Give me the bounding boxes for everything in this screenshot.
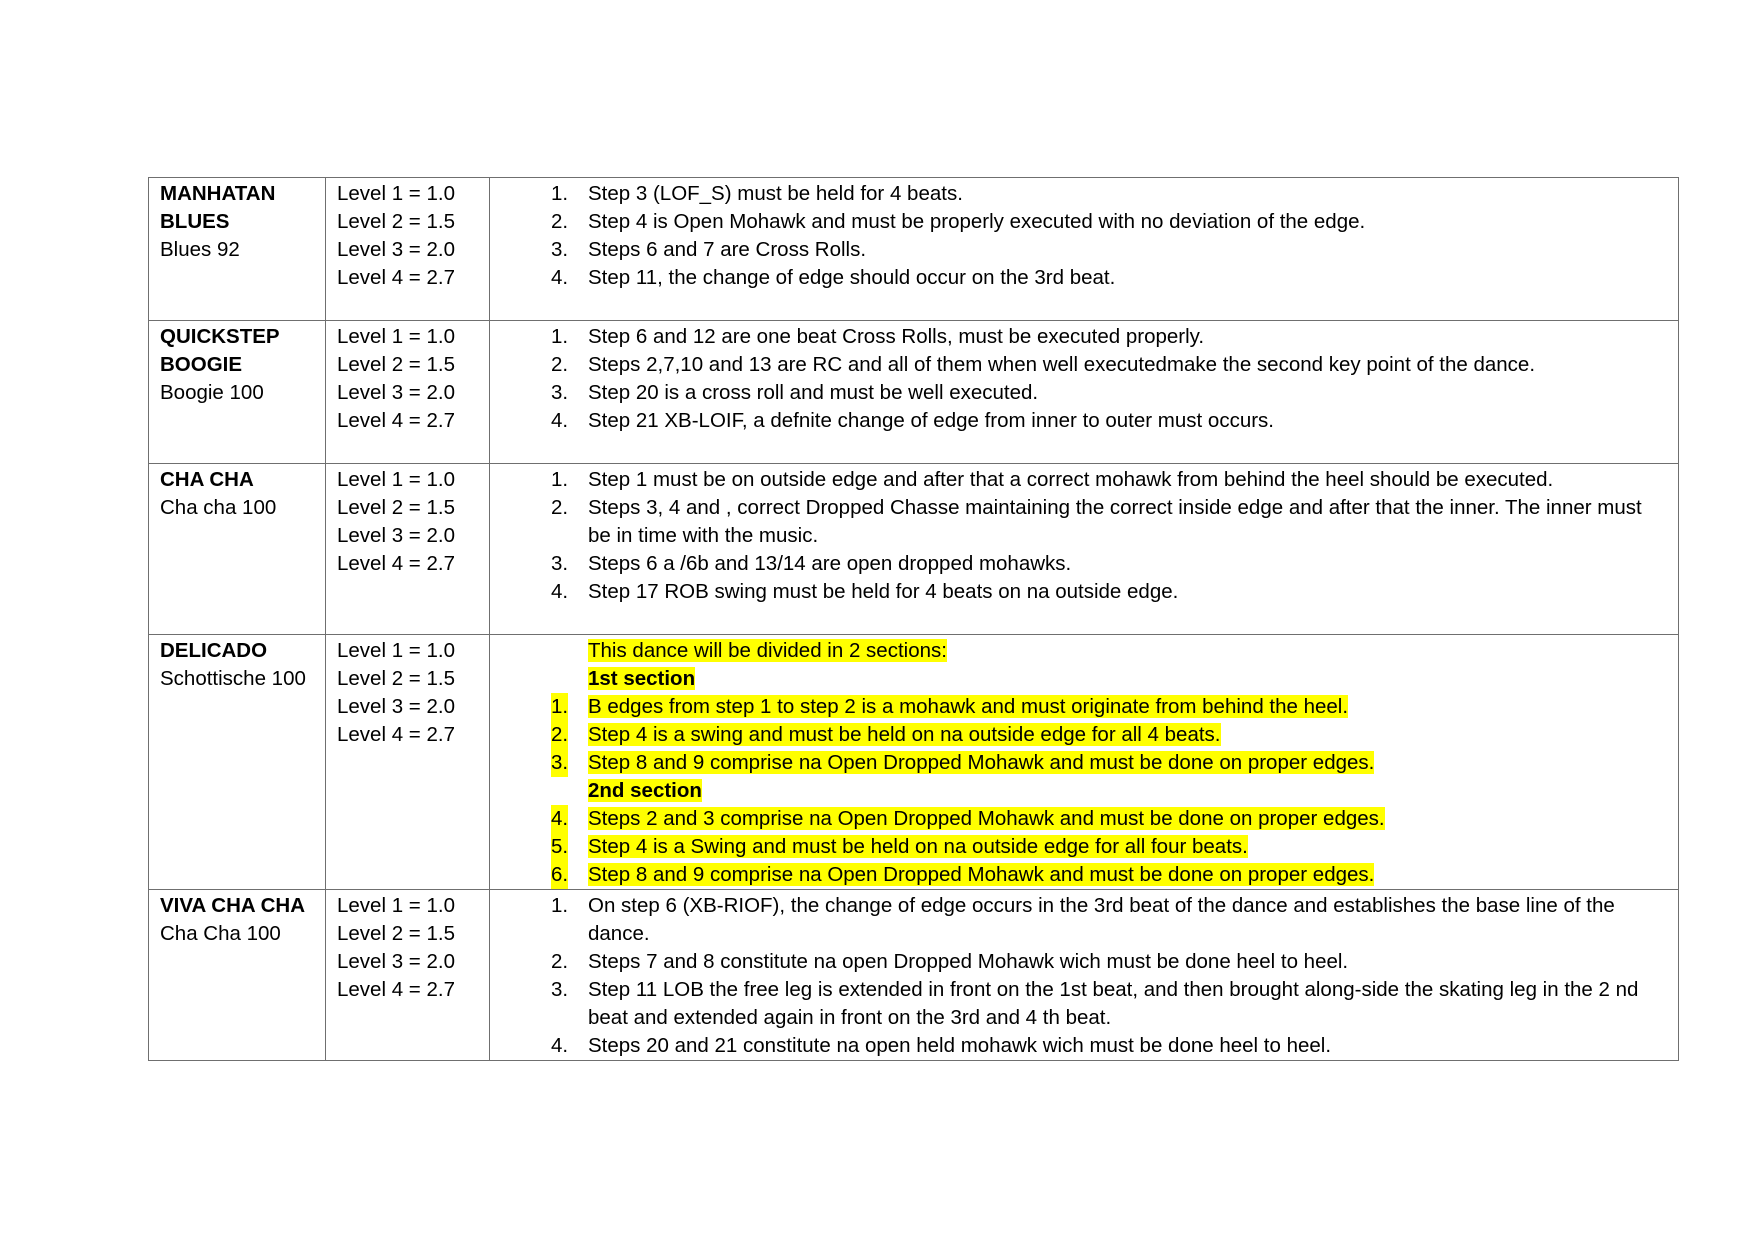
item-text: Steps 7 and 8 constitute na open Dropped Mohawk wich must be done heel to heel. — [588, 950, 1349, 973]
levels-cell — [326, 178, 490, 321]
dance-title: QUICKSTEP — [160, 325, 280, 348]
item-number: 1. — [551, 894, 569, 917]
dance-title: BLUES — [160, 210, 230, 233]
item-number: 1. — [551, 468, 569, 491]
list-item — [501, 1032, 1668, 1060]
level-line: Level 1 = 1.0 — [337, 894, 455, 917]
item-number: 5. — [551, 833, 568, 861]
item-text: Step 4 is a Swing and must be held on na outside edge for all four beats. — [588, 835, 1248, 858]
dance-title: CHA CHA — [160, 468, 254, 491]
item-text: Step 4 is Open Mohawk and must be properly executed with no deviation of the edge. — [588, 210, 1366, 233]
level-line: Level 3 = 2.0 — [337, 695, 455, 718]
section-heading: 1st section — [588, 667, 696, 690]
list-item — [501, 721, 1668, 749]
item-number: 4. — [551, 1034, 569, 1057]
item-text: Step 11, the change of edge should occur on the 3rd beat. — [588, 266, 1116, 289]
levels-cell — [326, 635, 490, 890]
level-line: Level 2 = 1.5 — [337, 353, 455, 376]
item-number: 3. — [551, 749, 568, 777]
dance-subtitle: Schottische 100 — [160, 667, 306, 690]
dance-title: VIVA CHA CHA — [160, 894, 306, 917]
key-points-list — [501, 323, 1668, 435]
list-item — [501, 948, 1668, 976]
dance-name-cell — [149, 321, 326, 464]
dance-subtitle: Boogie 100 — [160, 381, 264, 404]
section-intro-line — [501, 637, 1668, 665]
list-item — [501, 578, 1668, 606]
item-text: Steps 6 a /6b and 13/14 are open dropped mohawks. — [588, 552, 1072, 575]
dance-title: BOOGIE — [160, 353, 243, 376]
key-points-list — [501, 466, 1668, 606]
list-item — [501, 693, 1668, 721]
item-number: 3. — [551, 238, 569, 261]
list-item — [501, 805, 1668, 833]
item-text: Step 17 ROB swing must be held for 4 beats on na outside edge. — [588, 580, 1179, 603]
key-points-cell — [490, 464, 1679, 635]
level-line: Level 4 = 2.7 — [337, 723, 455, 746]
item-number: 4. — [551, 805, 568, 833]
item-number: 4. — [551, 266, 569, 289]
table-row — [149, 635, 1679, 890]
list-item — [501, 264, 1668, 292]
item-text: Steps 3, 4 and , correct Dropped Chasse maintaining the correct inside edge and after that the inner. The inner must be in time with the music. — [588, 496, 1642, 547]
item-text: Steps 6 and 7 are Cross Rolls. — [588, 238, 867, 261]
level-line: Level 3 = 2.0 — [337, 524, 455, 547]
level-line: Level 3 = 2.0 — [337, 238, 455, 261]
item-number: 6. — [551, 861, 568, 889]
item-number: 3. — [551, 552, 569, 575]
list-item — [501, 892, 1668, 948]
level-line: Level 2 = 1.5 — [337, 922, 455, 945]
item-number: 2. — [551, 353, 569, 376]
item-text: B edges from step 1 to step 2 is a mohawk and must originate from behind the heel. — [588, 695, 1349, 718]
list-item — [501, 323, 1668, 351]
key-points-cell — [490, 635, 1679, 890]
item-number: 2. — [551, 721, 568, 749]
levels-cell — [326, 464, 490, 635]
item-number: 4. — [551, 409, 569, 432]
dance-subtitle: Cha Cha 100 — [160, 922, 281, 945]
table-row — [149, 321, 1679, 464]
key-points-list — [501, 693, 1668, 777]
list-item — [501, 833, 1668, 861]
item-text: Steps 2 and 3 comprise na Open Dropped Mohawk and must be done on proper edges. — [588, 807, 1385, 830]
level-line: Level 3 = 2.0 — [337, 381, 455, 404]
table-row — [149, 178, 1679, 321]
level-line: Level 3 = 2.0 — [337, 950, 455, 973]
section-intro: This dance will be divided in 2 sections: — [588, 639, 947, 662]
list-item — [501, 379, 1668, 407]
item-number: 1. — [551, 182, 569, 205]
item-text: On step 6 (XB-RIOF), the change of edge occurs in the 3rd beat of the dance and establishes the base line of the dance. — [588, 894, 1615, 945]
levels-cell — [326, 890, 490, 1061]
dance-name-cell — [149, 464, 326, 635]
item-number: 3. — [551, 381, 569, 404]
level-line: Level 1 = 1.0 — [337, 468, 455, 491]
level-line: Level 1 = 1.0 — [337, 325, 455, 348]
key-points-list — [501, 892, 1668, 1060]
levels-cell — [326, 321, 490, 464]
item-number: 4. — [551, 580, 569, 603]
item-text: Step 3 (LOF_S) must be held for 4 beats. — [588, 182, 963, 205]
item-text: Step 20 is a cross roll and must be well executed. — [588, 381, 1039, 404]
item-text: Step 8 and 9 comprise na Open Dropped Mohawk and must be done on proper edges. — [588, 863, 1375, 886]
dance-name-cell — [149, 178, 326, 321]
section-heading-line — [501, 665, 1668, 693]
list-item — [501, 466, 1668, 494]
dance-subtitle: Blues 92 — [160, 238, 240, 261]
level-line: Level 2 = 1.5 — [337, 667, 455, 690]
item-text: Step 4 is a swing and must be held on na outside edge for all 4 beats. — [588, 723, 1221, 746]
list-item — [501, 407, 1668, 435]
dance-levels-table — [148, 177, 1679, 1061]
list-item — [501, 749, 1668, 777]
level-line: Level 4 = 2.7 — [337, 266, 455, 289]
list-item — [501, 494, 1668, 550]
key-points-list — [501, 180, 1668, 292]
dance-name-cell — [149, 890, 326, 1061]
key-points-cell — [490, 321, 1679, 464]
item-number: 3. — [551, 978, 569, 1001]
list-item — [501, 208, 1668, 236]
item-number: 2. — [551, 950, 569, 973]
level-line: Level 1 = 1.0 — [337, 182, 455, 205]
item-text: Step 8 and 9 comprise na Open Dropped Mohawk and must be done on proper edges. — [588, 751, 1375, 774]
item-text: Step 6 and 12 are one beat Cross Rolls, must be executed properly. — [588, 325, 1205, 348]
item-text: Steps 20 and 21 constitute na open held mohawk wich must be done heel to heel. — [588, 1034, 1332, 1057]
list-item — [501, 861, 1668, 889]
level-line: Level 2 = 1.5 — [337, 210, 455, 233]
dance-title: DELICADO — [160, 639, 268, 662]
item-text: Steps 2,7,10 and 13 are RC and all of them when well executedmake the second key point of the dance. — [588, 353, 1536, 376]
item-number: 1. — [551, 693, 568, 721]
list-item — [501, 236, 1668, 264]
level-line: Level 1 = 1.0 — [337, 639, 455, 662]
table-row — [149, 890, 1679, 1061]
item-number: 2. — [551, 210, 569, 233]
key-points-cell — [490, 178, 1679, 321]
level-line: Level 2 = 1.5 — [337, 496, 455, 519]
list-item — [501, 976, 1668, 1032]
table-row — [149, 464, 1679, 635]
item-number: 1. — [551, 325, 569, 348]
list-item — [501, 550, 1668, 578]
level-line: Level 4 = 2.7 — [337, 552, 455, 575]
dance-subtitle: Cha cha 100 — [160, 496, 277, 519]
list-item — [501, 351, 1668, 379]
item-number: 2. — [551, 496, 569, 519]
key-points-list — [501, 805, 1668, 889]
item-text: Step 1 must be on outside edge and after that a correct mohawk from behind the heel should be executed. — [588, 468, 1554, 491]
item-text: Step 21 XB-LOIF, a defnite change of edge from inner to outer must occurs. — [588, 409, 1274, 432]
list-item — [501, 180, 1668, 208]
dance-name-cell — [149, 635, 326, 890]
level-line: Level 4 = 2.7 — [337, 978, 455, 1001]
level-line: Level 4 = 2.7 — [337, 409, 455, 432]
item-text: Step 11 LOB the free leg is extended in front on the 1st beat, and then brought along-side the skating leg in the 2 nd beat and extended again in front on the 3rd and 4 th beat. — [588, 978, 1639, 1029]
section-heading: 2nd section — [588, 779, 702, 802]
section-heading-line — [501, 777, 1668, 805]
dance-title: MANHATAN — [160, 182, 276, 205]
key-points-cell — [490, 890, 1679, 1061]
